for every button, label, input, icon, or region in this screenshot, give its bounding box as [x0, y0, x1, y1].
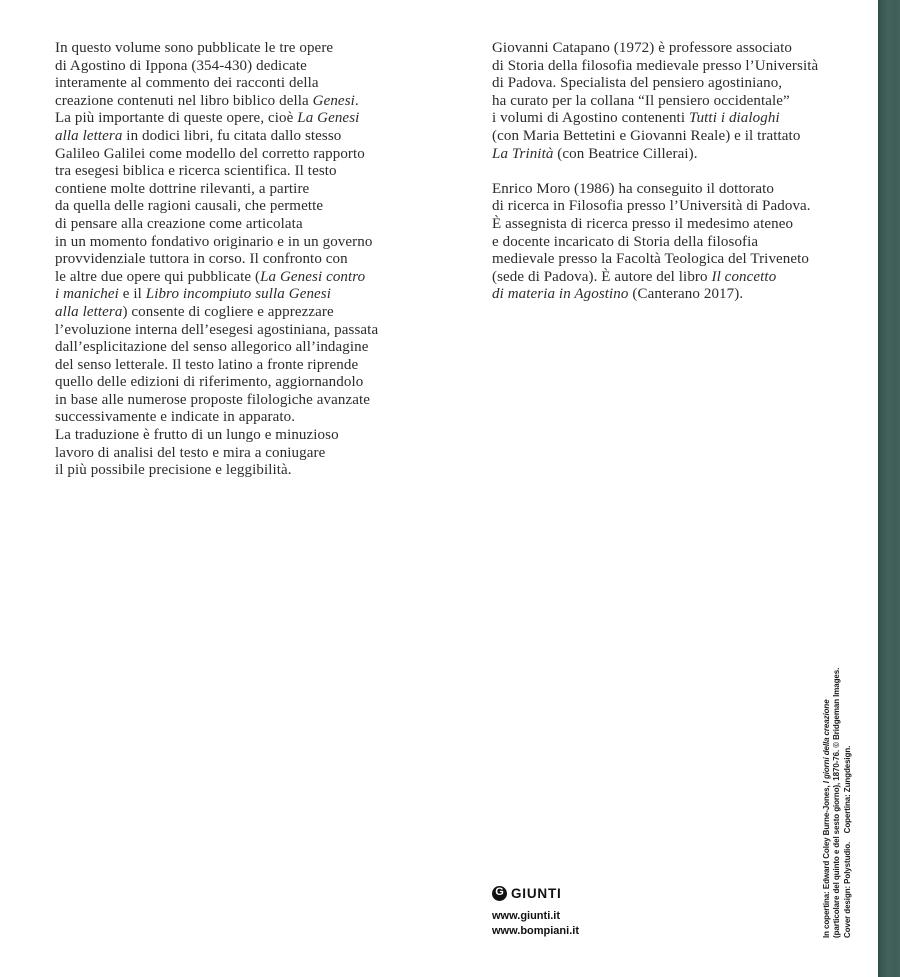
text-line: medievale presso la Facoltà Teologica del Triveneto — [492, 251, 810, 268]
text-line: in un momento fondativo originario e in un governo — [55, 233, 373, 250]
text-line: In copertina: Edward Coley Burne-Jones, I giorni della creazione — [822, 699, 831, 938]
text-line: quello delle edizioni di riferimento, aggiornandolo — [55, 374, 364, 391]
publisher-websites — [492, 909, 579, 939]
giunti-url: www.giunti.it — [492, 910, 561, 922]
text-line: di Storia della filosofia medievale presso l’Università — [492, 57, 819, 74]
text-line: i manichei e il Libro incompiuto sulla Genesi — [55, 286, 332, 303]
text-line: del senso letterale. Il testo latino a fronte riprende — [55, 356, 359, 373]
text-line: (con Maria Bettetini e Giovanni Reale) e il trattato — [492, 127, 801, 144]
text-line: di Padova. Specialista del pensiero agostiniano, — [492, 75, 783, 92]
text-line: La Trinità (con Beatrice Cillerai). — [492, 145, 698, 162]
text-line: creazione contenuti nel libro biblico della Genesi. — [55, 92, 359, 109]
text-line: È assegnista di ricerca presso il medesimo ateneo — [492, 215, 794, 232]
text-line: Giovanni Catapano (1972) è professore associato — [492, 40, 793, 56]
text-line: (particolare del quinto e del sesto giorno), 1870-76. © Bridgeman Images. — [832, 667, 842, 938]
spine-fold-strip — [878, 0, 900, 977]
text-line: di ricerca in Filosofia presso l’Università di Padova. — [492, 198, 811, 215]
publisher-block — [492, 884, 579, 939]
text-line: dall’esplicitazione del senso allegorico all’indagine — [55, 339, 369, 356]
paragraph-gap — [492, 163, 857, 181]
text-line: di pensare alla creazione come articolata — [55, 215, 303, 232]
text-line: da quella delle ragioni causali, che permette — [55, 198, 324, 215]
giunti-logo — [492, 884, 579, 902]
cover-credits-vertical-text — [822, 642, 853, 938]
text-line: le altre due opere qui pubblicate (La Genesi contro — [55, 268, 366, 285]
text-line: e docente incaricato di Storia della filosofia — [492, 233, 759, 250]
text-line: di Agostino di Ippona (354-430) dedicate — [55, 57, 307, 74]
text-line: lavoro di analisi del testo e mira a coniugare — [55, 444, 326, 461]
text-line: (sede di Padova). È autore del libro Il concetto — [492, 268, 777, 285]
bompiani-url: www.bompiani.it — [492, 925, 579, 937]
author-bio-moro — [492, 181, 857, 304]
text-line: La traduzione è frutto di un lungo e minuzioso — [55, 427, 339, 444]
text-line: Enrico Moro (1986) ha conseguito il dottorato — [492, 180, 774, 197]
text-line: i volumi di Agostino contenenti Tutti i dialoghi — [492, 110, 780, 127]
text-line: di materia in Agostino (Canterano 2017). — [492, 286, 744, 303]
text-line: Galileo Galilei come modello del corretto rapporto — [55, 145, 365, 162]
text-line: provvidenziale tuttora in corso. Il confronto con — [55, 251, 348, 268]
text-line: successivamente e indicate in apparato. — [55, 409, 296, 426]
text-line: alla lettera in dodici libri, fu citata dallo stesso — [55, 127, 342, 144]
text-line: contiene molte dottrine rilevanti, a partire — [55, 180, 310, 197]
text-line: interamente al commento dei racconti della — [55, 75, 319, 92]
text-line: il più possibile precisione e leggibilità. — [55, 462, 292, 479]
text-line: In questo volume sono pubblicate le tre opere — [55, 40, 334, 56]
text-line: l’evoluzione interna dell’esegesi agostiniana, passata — [55, 321, 379, 338]
giunti-logo-icon: G — [492, 886, 507, 901]
text-line: La più importante di queste opere, cioè La Genesi — [55, 110, 360, 127]
author-bio-catapano — [492, 40, 857, 163]
right-text-column — [492, 40, 857, 304]
giunti-logo-wordmark: GIUNTI — [511, 885, 562, 901]
text-line: Cover design: Polystudio. Copertina: Zungdesign. — [842, 745, 852, 938]
text-line: in base alle numerose proposte filologiche avanzate — [55, 391, 370, 408]
left-text-column — [55, 40, 415, 480]
text-line: tra esegesi biblica e ricerca scientifica. Il testo — [55, 163, 337, 180]
text-line: alla lettera) consente di cogliere e apprezzare — [55, 303, 334, 320]
text-line: ha curato per la collana “Il pensiero occidentale” — [492, 92, 790, 109]
